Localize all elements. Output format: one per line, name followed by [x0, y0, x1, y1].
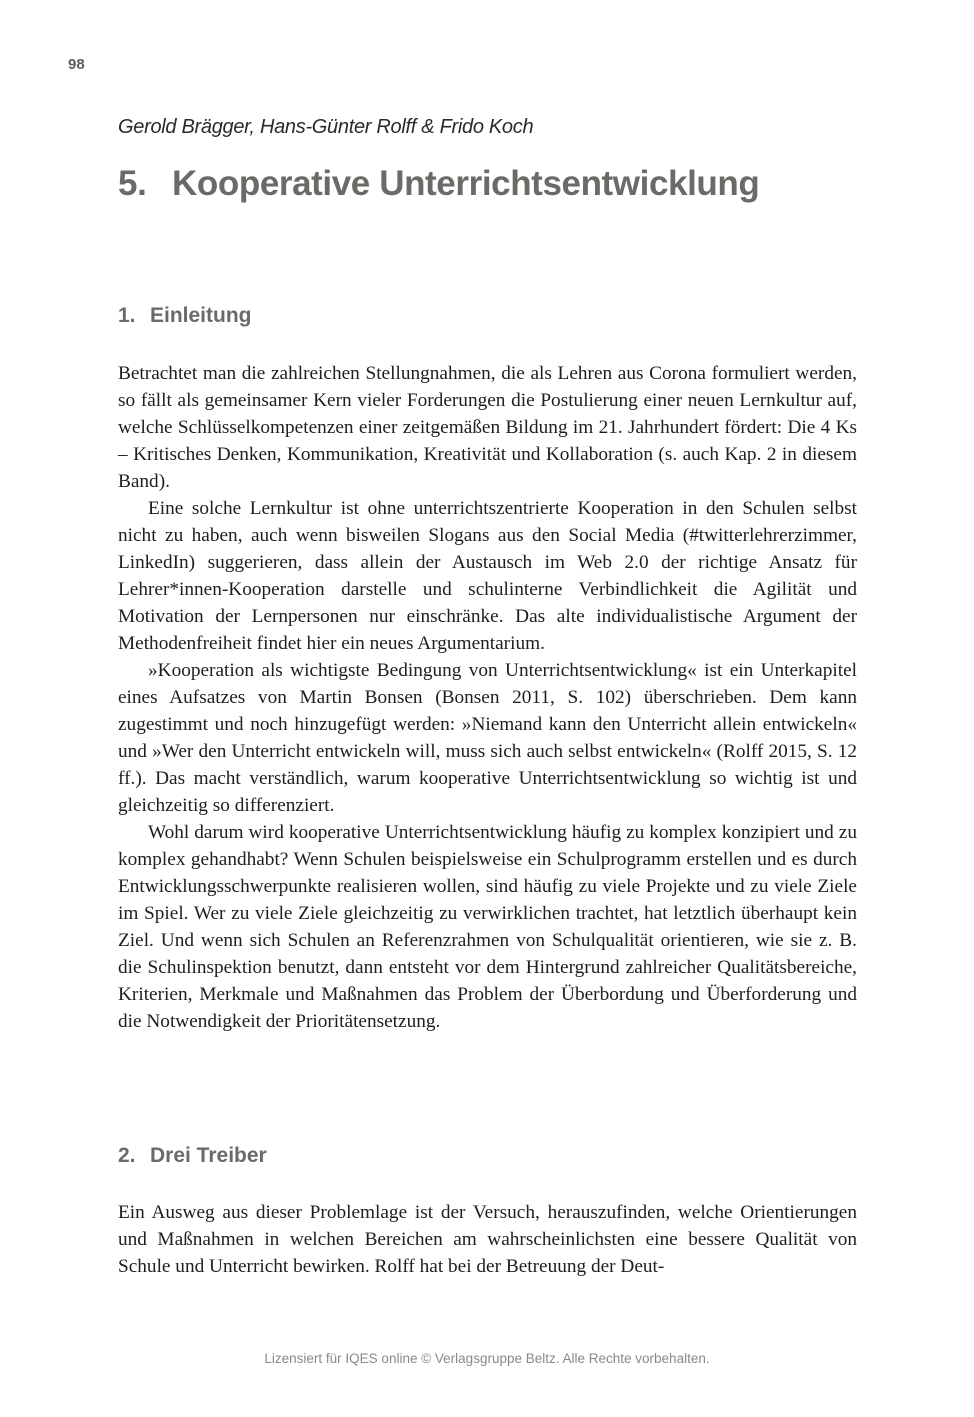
section-title: Einleitung: [150, 304, 252, 327]
license-footer: Lizensiert für IQES online © Verlagsgruppe Beltz. Alle Rechte vorbehalten.: [264, 1351, 710, 1366]
paragraph: Betrachtet man die zahlreichen Stellungnahmen, die als Lehren aus Corona formuliert werden, so fällt als gemeinsamer Kern vieler Forderungen die Postulierung einer neuen Lernkultur auf, welche Schlüsselkompetenzen einer zeitgemäßen Bildung im 21. Jahrhundert fördert: Die 4 Ks – Kritisches Denken, Kommunikation, Kreativität und Kollaboration (s. auch Kap. 2 in diesem Band).: [118, 363, 857, 492]
chapter-number: 5.: [118, 164, 147, 203]
section-number: 2.: [118, 1144, 136, 1167]
page-number: 98: [68, 56, 85, 73]
section-body-einleitung: [118, 360, 857, 1035]
section-title: Drei Treiber: [150, 1144, 267, 1167]
paragraph: Wohl darum wird kooperative Unterrichtsentwicklung häufig zu komplex konzipiert und zu komplex gehandhabt? Wenn Schulen beispielsweise ein Schulprogramm erstellen und es durch Entwicklungsschwerpunkte realisieren wollen, sind häufig zu viele Projekte und zu viele Ziele im Spiel. Wer zu viele Ziele gleichzeitig zu verwirklichen trachtet, hat letztlich überhaupt kein Ziel. Und wenn sich Schulen an Referenzrahmen von Schulqualität orientieren, wie sie z. B. die Schulinspektion benutzt, dann entsteht vor dem Hintergrund zahlreicher Qualitätsbereiche, Kriterien, Merkmale und Maßnahmen das Problem der Überbordung und Überforderung und die Notwendigkeit der Prioritätensetzung.: [118, 822, 857, 1032]
section-heading-einleitung: [118, 304, 252, 328]
chapter-authors: Gerold Brägger, Hans-Günter Rolff & Frido Koch: [118, 116, 534, 138]
section-heading-drei-treiber: [118, 1144, 267, 1168]
chapter-title: [118, 164, 759, 204]
chapter-title-text: Kooperative Unterrichtsentwicklung: [172, 164, 760, 203]
paragraph: Ein Ausweg aus dieser Problemlage ist der Versuch, herauszufinden, welche Orientierungen und Maßnahmen in welchen Bereichen am wahrscheinlichsten eine bessere Qualität von Schule und Unterricht bewirken. Rolff hat bei der Betreuung der Deut-: [118, 1202, 857, 1277]
section-number: 1.: [118, 304, 136, 327]
paragraph: Eine solche Lernkultur ist ohne unterrichtszentrierte Kooperation in den Schulen selbst nicht zu haben, auch wenn bisweilen Slogans aus den Social Media (#twitterlehrerzimmer, LinkedIn) suggerieren, dass allein der Austausch im Web 2.0 der richtige Ansatz für Lehrer*innen-Kooperation darstelle und schulinterne Verbindlichkeit die Agilität und Motivation der Lernpersonen nur einschränke. Das alte individualistische Argument der Methodenfreiheit findet hier ein neues Argumentarium.: [118, 498, 857, 654]
section-body-drei-treiber: [118, 1199, 857, 1280]
paragraph: »Kooperation als wichtigste Bedingung von Unterrichtsentwicklung« ist ein Unterkapitel eines Aufsatzes von Martin Bonsen (Bonsen 2011, S. 102) überschrieben. Dem kann zugestimmt und noch hinzugefügt werden: »Niemand kann den Unterricht allein entwickeln« und »Wer den Unterricht entwickeln will, muss sich auch selbst entwickeln« (Rolff 2015, S. 12 ff.). Das macht verständlich, warum kooperative Unterrichtsentwicklung so wichtig ist und gleichzeitig so differenziert.: [118, 660, 857, 816]
